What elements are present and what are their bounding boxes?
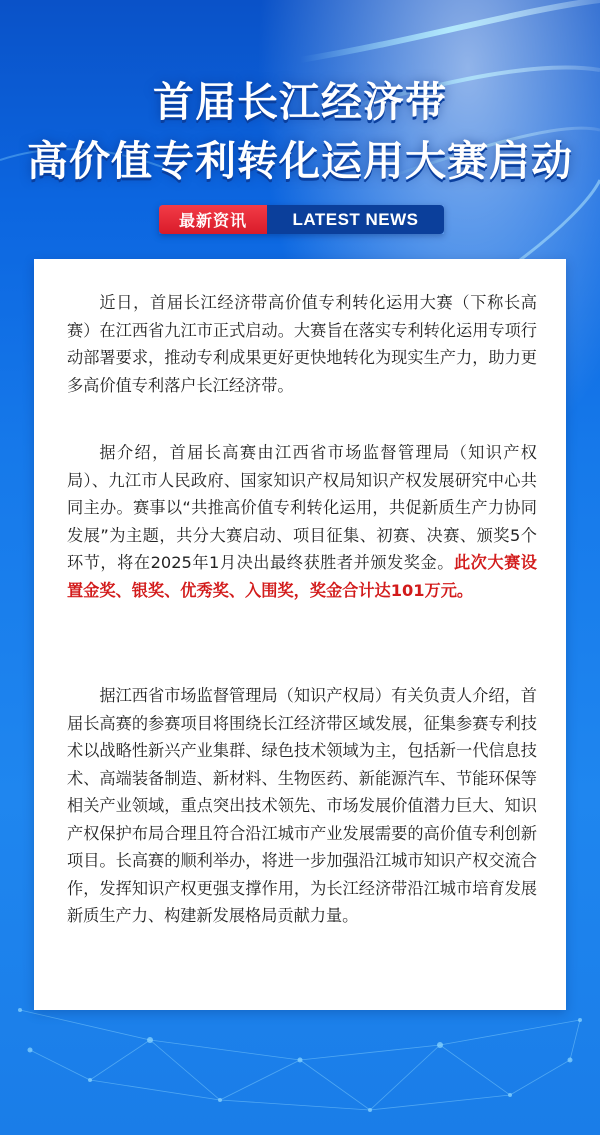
page-title-line-2: 高价值专利转化运用大赛启动 [27,137,573,185]
news-tag-cn: 最新资讯 [159,205,267,234]
article-paragraph-3: 据江西省市场监督管理局（知识产权局）有关负责人介绍，首届长高赛的参赛项目将围绕长江经济带区域发展，征集参赛专利技术以战略性新兴产业集群、绿色技术领域为主，包括新一代信息技术、高端装备制造、新材料、生物医药、新能源汽车、节能环保等相关产业领域，重点突出技术领先、市场发展价值潜力巨大、知识产权保护布局合理且符合沿江城市产业发展需要的高价值专利创新项目。长高赛的顺利举办，将进一步加强沿江城市知识产权交流合作，发挥知识产权更强支撑作用，为长江经济带沿江城市培育发展新质生产力、构建新发展格局贡献力量。 [67,686,537,925]
page-title-line-1: 首届长江经济带 [153,78,447,126]
article-card [34,259,566,1010]
article-paragraph-2 [67,439,537,604]
article-paragraph-2-text: 据介绍，首届长高赛由江西省市场监督管理局（知识产权局）、九江市人民政府、国家知识产权局知识产权发展研究中心共同主办。赛事以“共推高价值专利转化运用，共促新质生产力协同发展”为主题，共分大赛启动、项目征集、初赛、决赛、颁奖5个环节，将在2025年1月决出最终获胜者并颁发奖金。 [67,443,537,572]
article-paragraph-1: 近日，首届长江经济带高价值专利转化运用大赛（下称长高赛）在江西省九江市正式启动。大赛旨在落实专利转化运用专项行动部署要求，推动专利成果更好更快地转化为现实生产力，助力更多高价值专利落户长江经济带。 [67,293,537,395]
news-tag [159,205,444,234]
prize-highlight: 此次大赛设置金奖、银奖、优秀奖、入围奖，奖金合计达101万元。 [67,553,537,600]
news-tag-en: LATEST NEWS [267,205,444,234]
